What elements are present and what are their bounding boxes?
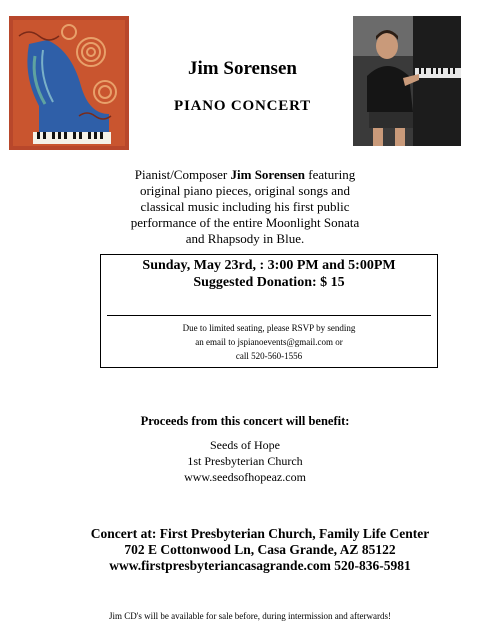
rsvp-line: call 520-560-1556 [235, 351, 303, 361]
beneficiary-website: www.seedsofhopeaz.com [184, 470, 306, 484]
description-suffix: featuring [305, 167, 356, 182]
suggested-donation: Suggested Donation: $ 15 [193, 275, 345, 290]
rsvp-line: Due to limited seating, please RSVP by sending [182, 323, 356, 333]
venue-line: Concert at: First Presbyterian Church, Family Life Center [90, 526, 430, 541]
footer-note: Jim CD's will be available for sale before, during intermission and afterwards! [108, 611, 392, 621]
beneficiary-item: Seeds of Hope [210, 438, 280, 452]
venue-info [40, 526, 480, 574]
rsvp-info [101, 321, 437, 363]
description-performer-name: Jim Sorensen [230, 167, 306, 182]
divider [107, 315, 431, 316]
description-line [100, 167, 390, 183]
venue-website-phone: www.firstpresbyteriancasagrande.com 520-836-5981 [109, 558, 411, 573]
description-line: original piano pieces, original songs and [139, 183, 351, 198]
performer-name: Jim Sorensen [188, 58, 297, 79]
concert-description [100, 167, 390, 247]
concert-title: PIANO CONCERT [174, 98, 311, 114]
description-line: performance of the entire Moonlight Sonata [130, 215, 360, 230]
beneficiary-item: 1st Presbyterian Church [187, 454, 303, 468]
rsvp-line: an email to jspianoevents@gmail.com or [195, 337, 343, 347]
concert-date-times: Sunday, May 23rd, : 3:00 PM and 5:00PM [142, 258, 396, 273]
proceeds-heading: Proceeds from this concert will benefit: [140, 414, 350, 428]
venue-address: 702 E Cottonwood Ln, Casa Grande, AZ 85122 [124, 542, 396, 557]
description-line: and Rhapsody in Blue. [185, 231, 305, 246]
schedule-box [100, 254, 438, 368]
piano-artwork-image [9, 16, 129, 150]
description-prefix: Pianist/Composer [134, 167, 231, 182]
beneficiary-list [130, 437, 360, 485]
description-line: classical music including his first public [140, 199, 350, 214]
pianist-photo [353, 16, 461, 146]
